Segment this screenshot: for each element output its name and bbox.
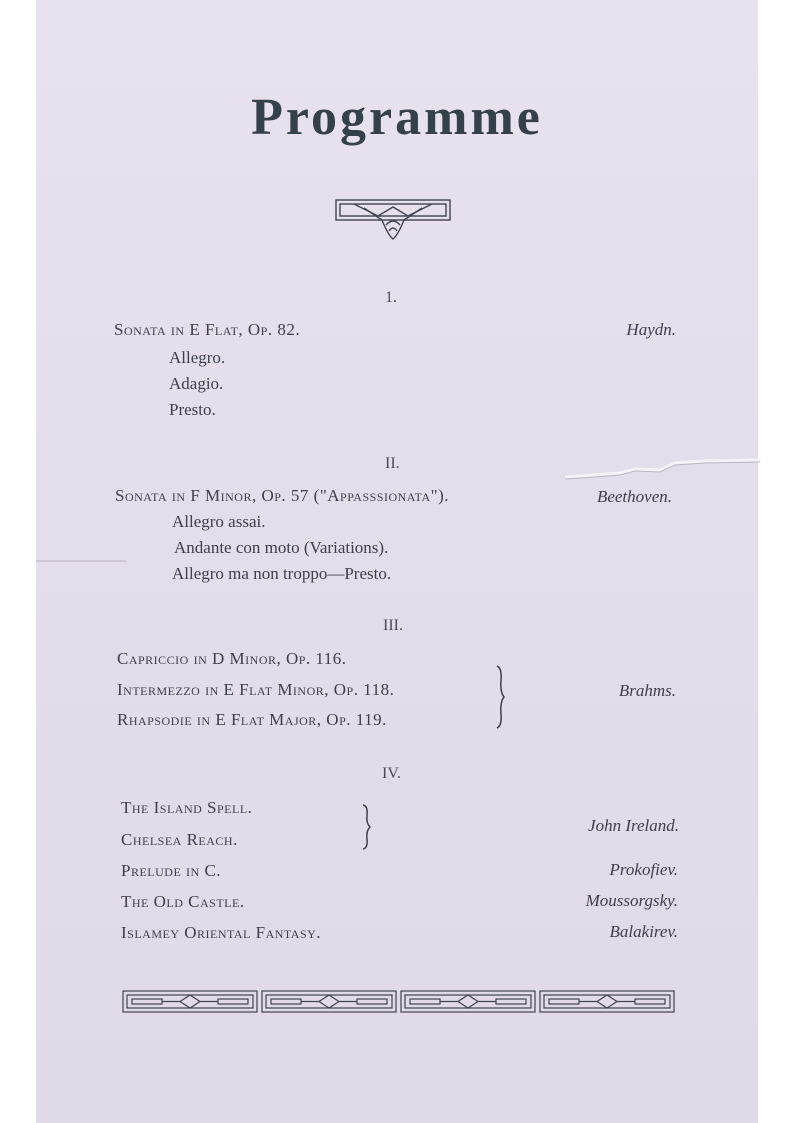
work-title: Capriccio in D Minor, Op. 116. [117, 649, 347, 668]
section-numeral-2: II. [385, 455, 400, 472]
paper-fold [36, 560, 126, 562]
border-ornament-icon [122, 990, 676, 1014]
work-title: Sonata in F Minor, Op. 57 ("Appasssionata"). [115, 486, 450, 505]
programme-sheet [36, 0, 758, 1123]
brace-icon [494, 664, 508, 730]
section-numeral-4: IV. [382, 765, 401, 782]
movement: Adagio. [169, 374, 224, 393]
page-title: Programme [251, 89, 543, 146]
work-title: Intermezzo in E Flat Minor, Op. 118. [117, 680, 395, 699]
work-title: Chelsea Reach. [121, 830, 238, 849]
paper-tear [565, 455, 760, 485]
movement: Presto. [169, 400, 216, 419]
work-title: The Island Spell. [121, 798, 253, 817]
composer-name: Beethoven. [596, 487, 672, 506]
composer-name: John Ireland. [588, 816, 679, 835]
ornament-icon [334, 195, 452, 243]
composer-name: Haydn. [626, 320, 676, 339]
work-title: Rhapsodie in E Flat Major, Op. 119. [117, 710, 387, 729]
movement: Allegro assai. [172, 512, 266, 531]
movement: Allegro ma non troppo—Presto. [172, 564, 392, 583]
composer-name: Moussorgsky. [585, 891, 678, 910]
movement: Allegro. [169, 348, 226, 367]
brace-icon [360, 803, 374, 851]
work-title: Islamey Oriental Fantasy. [121, 923, 322, 942]
work-title: Sonata in E Flat, Op. 82. [114, 320, 301, 339]
work-title: The Old Castle. [121, 892, 245, 911]
work-title: Prelude in C. [121, 861, 222, 880]
section-numeral-1: 1. [385, 289, 397, 306]
section-numeral-3: III. [383, 617, 403, 634]
movement: Andante con moto (Variations). [174, 538, 389, 557]
composer-name: Balakirev. [609, 922, 678, 941]
composer-name: Brahms. [618, 681, 676, 700]
composer-name: Prokofiev. [609, 860, 678, 879]
